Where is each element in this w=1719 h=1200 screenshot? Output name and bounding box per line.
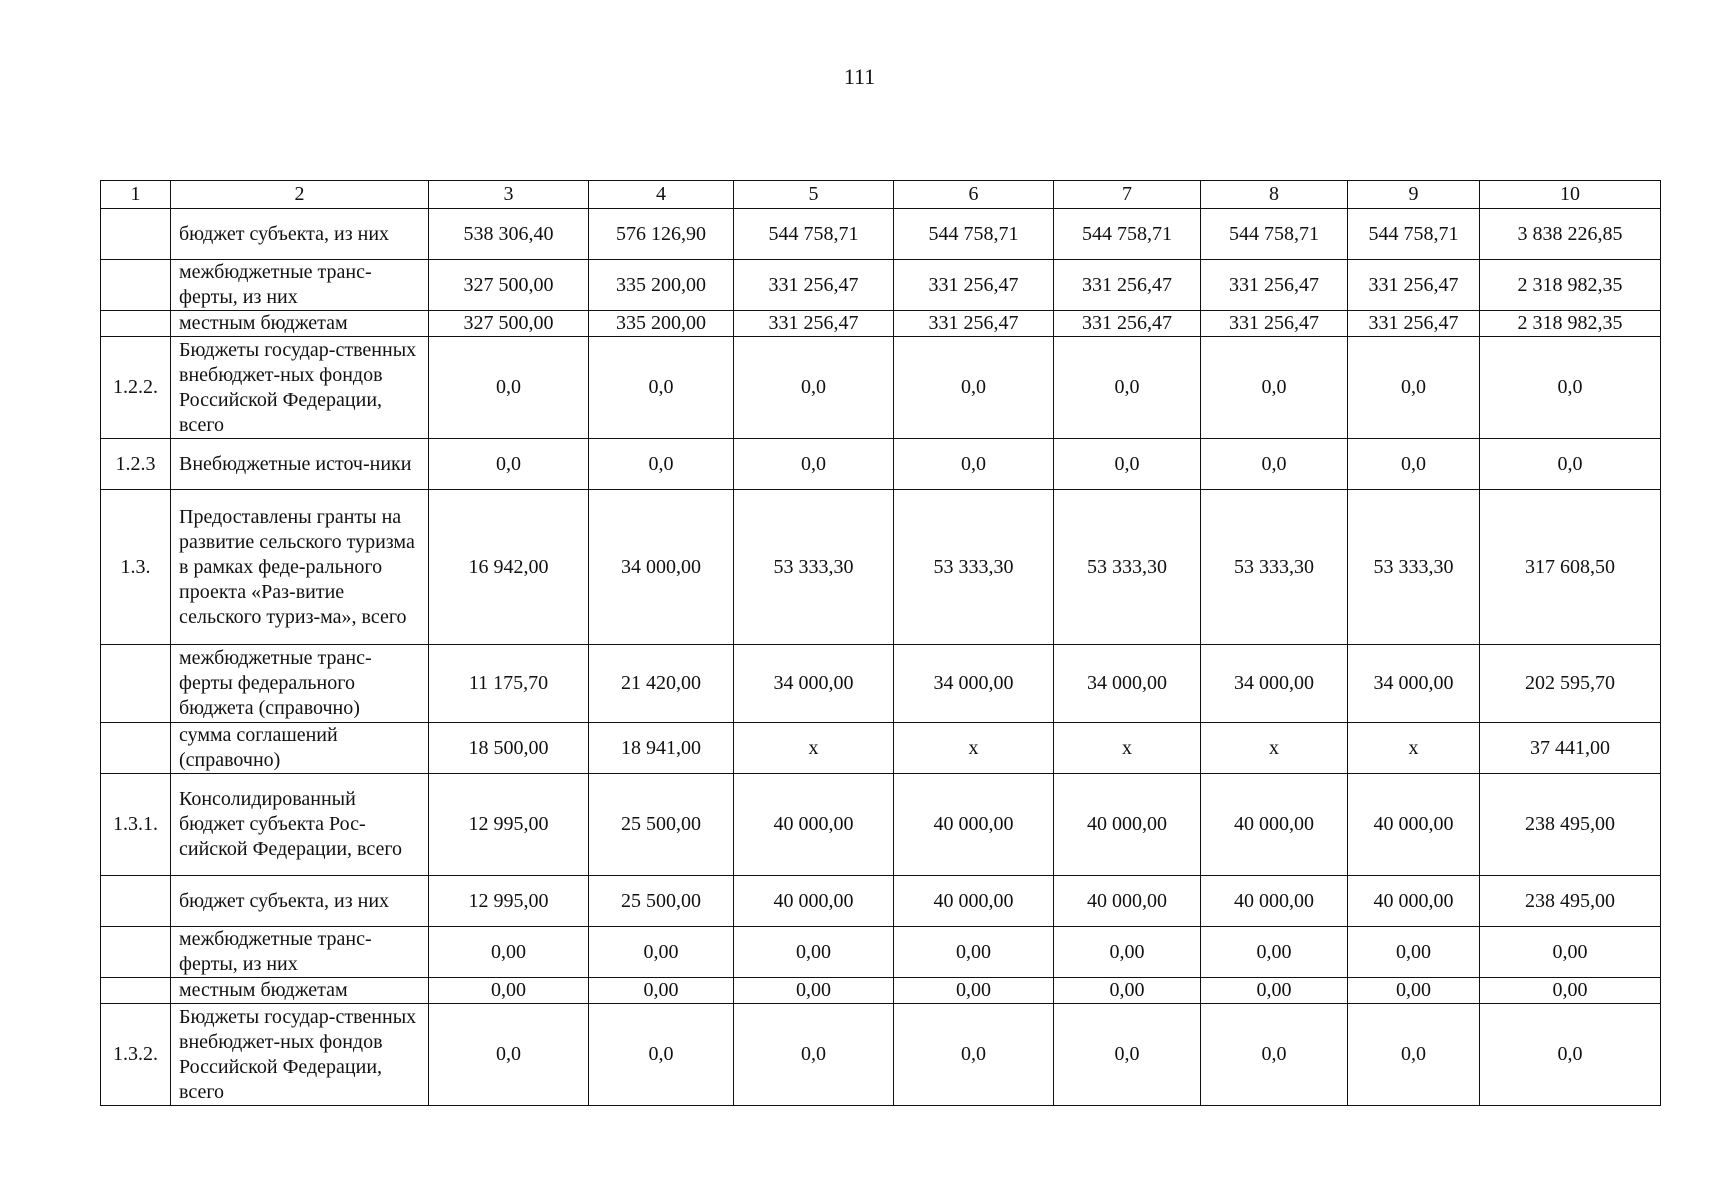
value-cell: 0,00 [1480, 978, 1661, 1004]
table-row [101, 439, 1661, 490]
row-name-cell: межбюджетные транс-ферты, из них [171, 927, 429, 978]
row-number-cell [101, 260, 171, 311]
row-name-cell: сумма соглашений (справочно) [171, 723, 429, 774]
table-row [101, 927, 1661, 978]
value-cell: 40 000,00 [1201, 774, 1348, 876]
row-number-cell: 1.3.2. [101, 1004, 171, 1106]
row-name-cell: Консолидированный бюджет субъекта Рос-сийской Федерации, всего [171, 774, 429, 876]
value-cell: 53 333,30 [734, 490, 894, 645]
value-cell: 40 000,00 [734, 876, 894, 927]
value-cell: 0,00 [894, 927, 1054, 978]
value-cell: 327 500,00 [429, 260, 589, 311]
value-cell: 576 126,90 [589, 209, 734, 260]
value-cell: 0,0 [429, 1004, 589, 1106]
value-cell: 0,0 [1348, 337, 1480, 439]
value-cell: 0,0 [1480, 337, 1661, 439]
value-cell: 331 256,47 [1054, 260, 1201, 311]
header-row [101, 181, 1661, 209]
header-cell: 2 [171, 181, 429, 209]
value-cell: 12 995,00 [429, 774, 589, 876]
row-number-cell [101, 209, 171, 260]
value-cell: 331 256,47 [734, 311, 894, 337]
value-cell: 0,0 [1348, 1004, 1480, 1106]
value-cell: 40 000,00 [734, 774, 894, 876]
header-cell: 3 [429, 181, 589, 209]
value-cell: 331 256,47 [894, 311, 1054, 337]
value-cell: 0,00 [1054, 927, 1201, 978]
value-cell: 0,00 [1201, 978, 1348, 1004]
row-name-cell: межбюджетные транс-ферты, из них [171, 260, 429, 311]
value-cell: 544 758,71 [1054, 209, 1201, 260]
value-cell: 40 000,00 [1054, 774, 1201, 876]
value-cell: 544 758,71 [894, 209, 1054, 260]
value-cell: 2 318 982,35 [1480, 311, 1661, 337]
value-cell: 202 595,70 [1480, 645, 1661, 723]
value-cell: 53 333,30 [1201, 490, 1348, 645]
table-row [101, 1004, 1661, 1106]
value-cell: 331 256,47 [1201, 311, 1348, 337]
value-cell: 0,0 [1480, 1004, 1661, 1106]
row-number-cell: 1.3. [101, 490, 171, 645]
value-cell: x [1201, 723, 1348, 774]
value-cell: x [1348, 723, 1480, 774]
table-row [101, 490, 1661, 645]
table-row [101, 978, 1661, 1004]
value-cell: 544 758,71 [1201, 209, 1348, 260]
value-cell: 37 441,00 [1480, 723, 1661, 774]
value-cell: 335 200,00 [589, 260, 734, 311]
value-cell: 11 175,70 [429, 645, 589, 723]
value-cell: 0,0 [1480, 439, 1661, 490]
row-number-cell: 1.3.1. [101, 774, 171, 876]
value-cell: 0,00 [894, 978, 1054, 1004]
table-row [101, 311, 1661, 337]
table-row [101, 774, 1661, 876]
row-name-cell: местным бюджетам [171, 978, 429, 1004]
row-name-cell: Бюджеты государ-ственных внебюджет-ных фондов Российской Федерации, всего [171, 337, 429, 439]
header-cell: 7 [1054, 181, 1201, 209]
value-cell: 0,00 [429, 927, 589, 978]
header-cell: 10 [1480, 181, 1661, 209]
value-cell: 40 000,00 [1348, 876, 1480, 927]
table-row [101, 876, 1661, 927]
value-cell: 238 495,00 [1480, 774, 1661, 876]
value-cell: 3 838 226,85 [1480, 209, 1661, 260]
value-cell: 53 333,30 [1348, 490, 1480, 645]
row-number-cell [101, 876, 171, 927]
row-name-cell: Предоставлены гранты на развитие сельского туризма в рамках феде-рального проекта «Раз-витие сельского туриз-ма», всего [171, 490, 429, 645]
value-cell: 2 318 982,35 [1480, 260, 1661, 311]
value-cell: 0,00 [589, 927, 734, 978]
value-cell: 0,00 [1480, 927, 1661, 978]
table-row [101, 645, 1661, 723]
value-cell: 40 000,00 [1348, 774, 1480, 876]
value-cell: 0,0 [589, 1004, 734, 1106]
table-row [101, 209, 1661, 260]
value-cell: 0,00 [1054, 978, 1201, 1004]
row-name-cell: межбюджетные транс-ферты федерального бюджета (справочно) [171, 645, 429, 723]
value-cell: 331 256,47 [1348, 311, 1480, 337]
row-number-cell [101, 927, 171, 978]
row-number-cell: 1.2.2. [101, 337, 171, 439]
budget-table [100, 180, 1661, 1106]
value-cell: 0,0 [734, 1004, 894, 1106]
value-cell: x [1054, 723, 1201, 774]
value-cell: 34 000,00 [1348, 645, 1480, 723]
value-cell: 327 500,00 [429, 311, 589, 337]
value-cell: 335 200,00 [589, 311, 734, 337]
page-number: 111 [843, 64, 876, 89]
row-number-cell: 1.2.3 [101, 439, 171, 490]
value-cell: 538 306,40 [429, 209, 589, 260]
value-cell: 34 000,00 [589, 490, 734, 645]
value-cell: 331 256,47 [734, 260, 894, 311]
value-cell: 0,0 [1348, 439, 1480, 490]
value-cell: 544 758,71 [1348, 209, 1480, 260]
value-cell: 16 942,00 [429, 490, 589, 645]
table-row [101, 337, 1661, 439]
value-cell: x [734, 723, 894, 774]
value-cell: 40 000,00 [1054, 876, 1201, 927]
value-cell: 331 256,47 [1348, 260, 1480, 311]
value-cell: 40 000,00 [894, 774, 1054, 876]
table-row [101, 260, 1661, 311]
row-name-cell: местным бюджетам [171, 311, 429, 337]
row-number-cell [101, 978, 171, 1004]
value-cell: 0,00 [734, 978, 894, 1004]
value-cell: 0,0 [1201, 439, 1348, 490]
value-cell: 544 758,71 [734, 209, 894, 260]
value-cell: 331 256,47 [894, 260, 1054, 311]
value-cell: 40 000,00 [894, 876, 1054, 927]
value-cell: 25 500,00 [589, 774, 734, 876]
value-cell: 0,00 [1348, 978, 1480, 1004]
value-cell: 0,0 [589, 439, 734, 490]
value-cell: 0,0 [734, 337, 894, 439]
value-cell: 317 608,50 [1480, 490, 1661, 645]
value-cell: 331 256,47 [1054, 311, 1201, 337]
row-name-cell: Внебюджетные источ-ники [171, 439, 429, 490]
value-cell: 53 333,30 [1054, 490, 1201, 645]
value-cell: 18 941,00 [589, 723, 734, 774]
value-cell: 0,0 [429, 439, 589, 490]
value-cell: 0,00 [734, 927, 894, 978]
value-cell: 0,0 [894, 337, 1054, 439]
value-cell: 331 256,47 [1201, 260, 1348, 311]
row-name-cell: Бюджеты государ-ственных внебюджет-ных фондов Российской Федерации, всего [171, 1004, 429, 1106]
value-cell: 0,0 [894, 1004, 1054, 1106]
value-cell: 0,0 [1054, 1004, 1201, 1106]
header-cell: 6 [894, 181, 1054, 209]
value-cell: 0,00 [589, 978, 734, 1004]
value-cell: 12 995,00 [429, 876, 589, 927]
header-cell: 8 [1201, 181, 1348, 209]
value-cell: 0,0 [1201, 337, 1348, 439]
value-cell: 40 000,00 [1201, 876, 1348, 927]
header-cell: 5 [734, 181, 894, 209]
row-name-cell: бюджет субъекта, из них [171, 876, 429, 927]
value-cell: 18 500,00 [429, 723, 589, 774]
value-cell: 0,00 [1348, 927, 1480, 978]
value-cell: 34 000,00 [734, 645, 894, 723]
value-cell: 0,0 [894, 439, 1054, 490]
row-name-cell: бюджет субъекта, из них [171, 209, 429, 260]
value-cell: 25 500,00 [589, 876, 734, 927]
value-cell: 0,0 [1054, 439, 1201, 490]
value-cell: 0,0 [1054, 337, 1201, 439]
value-cell: 21 420,00 [589, 645, 734, 723]
value-cell: 34 000,00 [1201, 645, 1348, 723]
value-cell: 53 333,30 [894, 490, 1054, 645]
value-cell: 0,0 [429, 337, 589, 439]
value-cell: 0,00 [1201, 927, 1348, 978]
value-cell: 238 495,00 [1480, 876, 1661, 927]
header-cell: 4 [589, 181, 734, 209]
row-number-cell [101, 723, 171, 774]
table-row [101, 723, 1661, 774]
row-number-cell [101, 311, 171, 337]
value-cell: 0,0 [589, 337, 734, 439]
value-cell: 34 000,00 [894, 645, 1054, 723]
value-cell: x [894, 723, 1054, 774]
row-number-cell [101, 645, 171, 723]
value-cell: 34 000,00 [1054, 645, 1201, 723]
value-cell: 0,00 [429, 978, 589, 1004]
header-cell: 1 [101, 181, 171, 209]
value-cell: 0,0 [1201, 1004, 1348, 1106]
header-cell: 9 [1348, 181, 1480, 209]
value-cell: 0,0 [734, 439, 894, 490]
